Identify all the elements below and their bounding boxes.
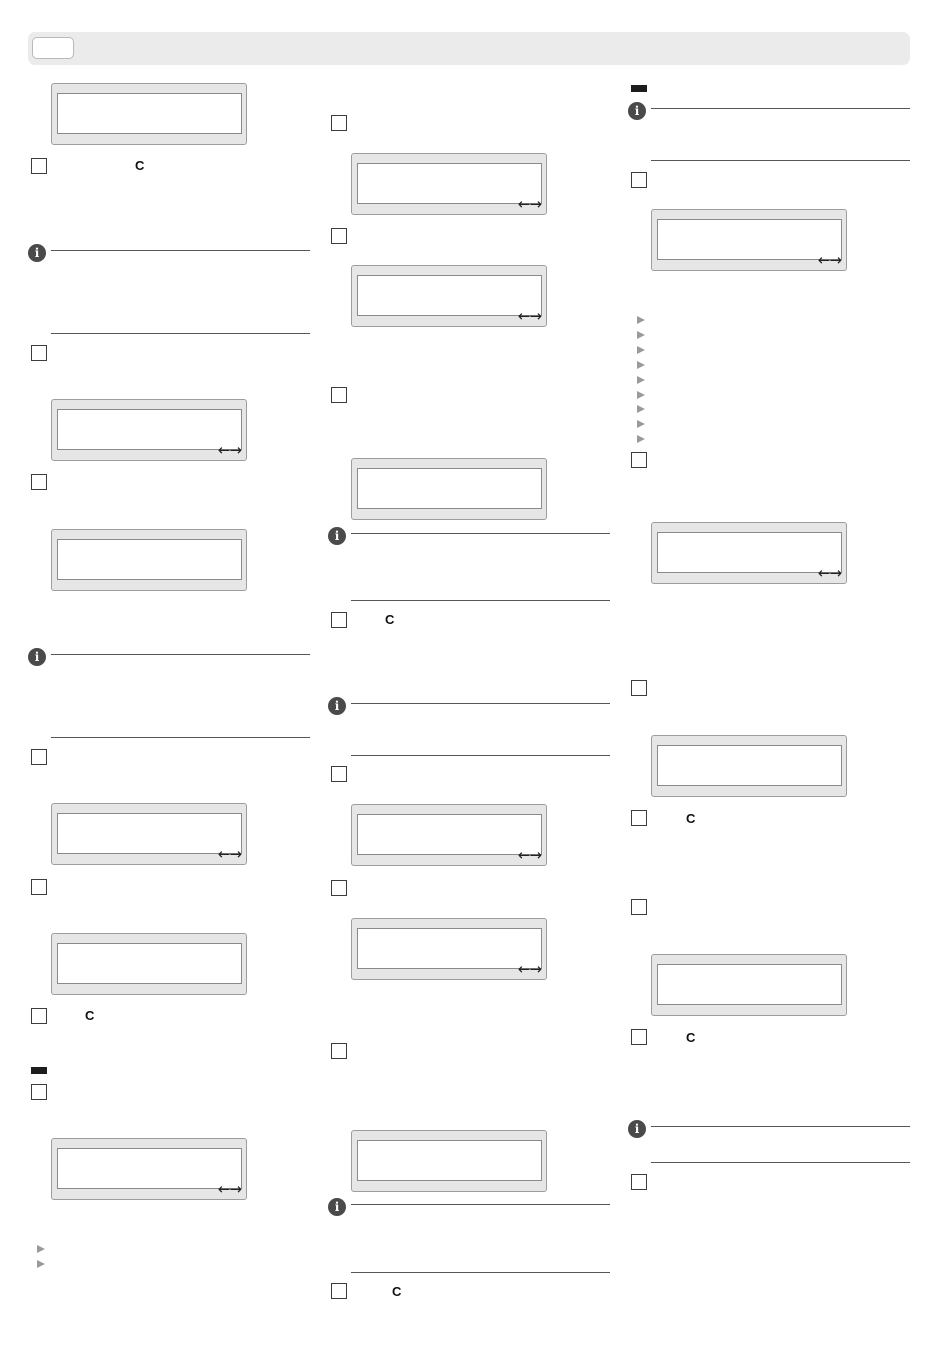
header-bar: [28, 32, 910, 65]
key-c-symbol: C: [392, 1284, 402, 1299]
step-checkbox[interactable]: [331, 612, 347, 628]
scroll-arrows-icon: ←→: [517, 195, 541, 213]
step-checkbox[interactable]: [331, 228, 347, 244]
scroll-arrows-icon: ←→: [517, 846, 541, 864]
info-icon: i: [28, 648, 46, 666]
note-rule-bottom: [51, 333, 310, 334]
key-c-symbol: C: [135, 158, 145, 173]
step-checkbox[interactable]: [631, 1174, 647, 1190]
step-checkbox[interactable]: [631, 452, 647, 468]
lcd-screen: [657, 219, 842, 260]
key-c-symbol: C: [686, 811, 696, 826]
note-rule-top: [351, 703, 610, 704]
step-checkbox[interactable]: [331, 880, 347, 896]
bullet-triangle-icon: [37, 1245, 45, 1253]
step-checkbox[interactable]: [631, 810, 647, 826]
step-checkbox[interactable]: [31, 474, 47, 490]
page-tab: [32, 37, 74, 59]
lcd-screen: [57, 813, 242, 854]
bullet-triangle-icon: [637, 346, 645, 354]
lcd-display: [651, 522, 847, 584]
key-c-symbol: C: [385, 612, 395, 627]
step-checkbox[interactable]: [31, 1084, 47, 1100]
lcd-screen: [57, 943, 242, 984]
bullet-triangle-icon: [637, 376, 645, 384]
scroll-arrows-icon: ←→: [817, 564, 841, 582]
info-icon: i: [328, 1198, 346, 1216]
lcd-display: [51, 933, 247, 995]
note-rule-top: [651, 108, 910, 109]
bullet-triangle-icon: [637, 435, 645, 443]
step-checkbox[interactable]: [631, 1029, 647, 1045]
info-icon: i: [628, 1120, 646, 1138]
note-rule-bottom: [351, 1272, 610, 1273]
lcd-display: [51, 1138, 247, 1200]
lcd-display: [651, 209, 847, 271]
lcd-display: [351, 804, 547, 866]
note-rule-top: [51, 654, 310, 655]
scroll-arrows-icon: ←→: [517, 307, 541, 325]
lcd-screen: [357, 163, 542, 204]
step-checkbox[interactable]: [331, 1043, 347, 1059]
step-checkbox[interactable]: [631, 680, 647, 696]
step-checkbox[interactable]: [631, 899, 647, 915]
info-icon: i: [328, 527, 346, 545]
step-checkbox[interactable]: [31, 879, 47, 895]
lcd-display: [351, 458, 547, 520]
note-rule-top: [351, 1204, 610, 1205]
lcd-screen: [657, 532, 842, 573]
lcd-display: [51, 83, 247, 145]
bullet-triangle-icon: [637, 391, 645, 399]
step-checkbox[interactable]: [31, 345, 47, 361]
lcd-display: [51, 803, 247, 865]
lcd-screen: [657, 745, 842, 786]
bullet-triangle-icon: [637, 361, 645, 369]
lcd-screen: [57, 93, 242, 134]
step-checkbox[interactable]: [331, 1283, 347, 1299]
step-checkbox[interactable]: [331, 766, 347, 782]
info-icon: i: [328, 697, 346, 715]
section-marker: [31, 1067, 47, 1074]
note-rule-bottom: [651, 1162, 910, 1163]
lcd-display: [51, 399, 247, 461]
bullet-triangle-icon: [37, 1260, 45, 1268]
lcd-display: [351, 918, 547, 980]
note-rule-bottom: [351, 755, 610, 756]
step-checkbox[interactable]: [331, 115, 347, 131]
lcd-display: [651, 735, 847, 797]
step-checkbox[interactable]: [631, 172, 647, 188]
lcd-screen: [657, 964, 842, 1005]
key-c-symbol: C: [85, 1008, 95, 1023]
info-icon: i: [28, 244, 46, 262]
lcd-display: [51, 529, 247, 591]
note-rule-top: [51, 250, 310, 251]
note-rule-top: [351, 533, 610, 534]
lcd-display: [351, 1130, 547, 1192]
note-rule-bottom: [351, 600, 610, 601]
note-rule-bottom: [51, 737, 310, 738]
bullet-triangle-icon: [637, 420, 645, 428]
scroll-arrows-icon: ←→: [217, 441, 241, 459]
scroll-arrows-icon: ←→: [817, 251, 841, 269]
lcd-screen: [57, 409, 242, 450]
key-c-symbol: C: [686, 1030, 696, 1045]
lcd-screen: [57, 539, 242, 580]
bullet-triangle-icon: [637, 405, 645, 413]
bullet-triangle-icon: [637, 316, 645, 324]
step-checkbox[interactable]: [31, 749, 47, 765]
section-marker: [631, 85, 647, 92]
lcd-screen: [357, 468, 542, 509]
step-checkbox[interactable]: [331, 387, 347, 403]
note-rule-top: [651, 1126, 910, 1127]
info-icon: i: [628, 102, 646, 120]
lcd-display: [351, 153, 547, 215]
lcd-display: [651, 954, 847, 1016]
scroll-arrows-icon: ←→: [517, 960, 541, 978]
lcd-screen: [357, 1140, 542, 1181]
scroll-arrows-icon: ←→: [217, 1180, 241, 1198]
lcd-screen: [57, 1148, 242, 1189]
note-rule-bottom: [651, 160, 910, 161]
step-checkbox[interactable]: [31, 158, 47, 174]
scroll-arrows-icon: ←→: [217, 845, 241, 863]
bullet-triangle-icon: [637, 331, 645, 339]
lcd-screen: [357, 275, 542, 316]
step-checkbox[interactable]: [31, 1008, 47, 1024]
lcd-screen: [357, 814, 542, 855]
lcd-screen: [357, 928, 542, 969]
lcd-display: [351, 265, 547, 327]
